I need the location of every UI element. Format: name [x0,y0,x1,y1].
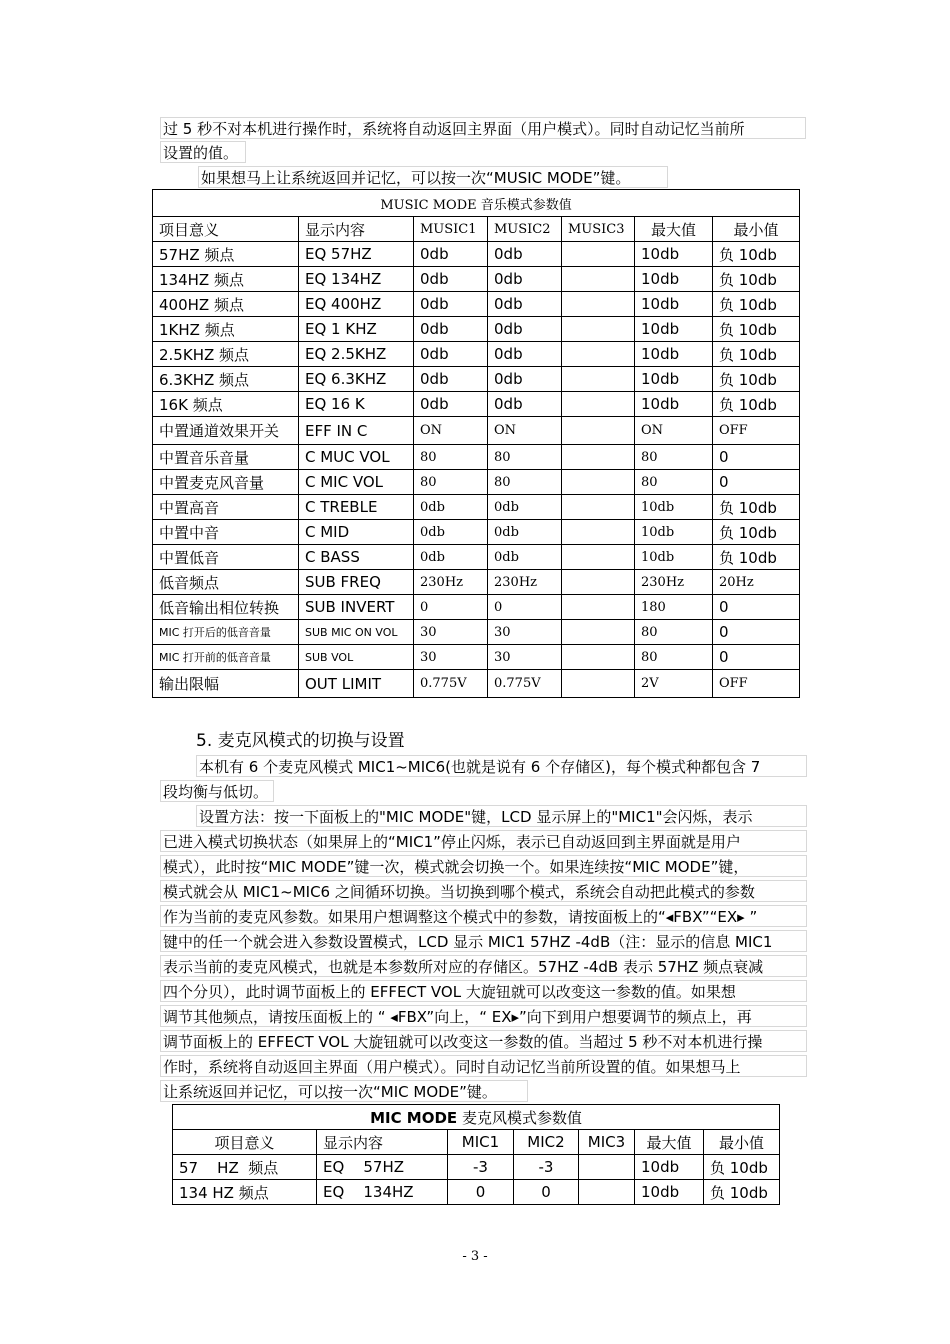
music-table-cell: OFF [713,417,800,445]
music-table-cell: EQ 400HZ [299,292,414,317]
music-table-cell: 0 [713,595,800,620]
music-table-cell: 230Hz [488,570,562,595]
music-table-cell: 10db [635,317,713,342]
mic-table-row [173,1155,780,1180]
body-line: 模式就会从 MIC1~MIC6 之间循环切换。当切换到哪个模式，系统会自动把此模式的参数 [160,880,807,902]
music-table-cell: 10db [635,545,713,570]
music-table-cell: 中置音乐音量 [153,445,299,470]
music-table-cell: 负 10db [713,392,800,417]
mic-table-header-cell: MIC2 [514,1130,579,1155]
text-line-2: 设置的值。 [160,141,246,163]
music-table-cell: 0db [414,367,488,392]
mic-table-header-cell: MIC3 [579,1130,635,1155]
music-table-cell: 负 10db [713,495,800,520]
music-table-cell [562,645,635,670]
mic-table-title-rest: 麦克风模式参数值 [457,1108,582,1127]
music-table-cell: SUB INVERT [299,595,414,620]
music-table-cell: 0.775V [414,670,488,698]
music-table-cell [562,620,635,645]
music-table-cell: 230Hz [635,570,713,595]
music-table-cell [562,317,635,342]
music-table-cell: EQ 6.3KHZ [299,367,414,392]
music-table-cell: 0db [414,242,488,267]
music-table-cell [562,292,635,317]
music-table-cell: EQ 57HZ [299,242,414,267]
music-table-cell: 30 [414,620,488,645]
music-table-cell: 6.3KHZ 频点 [153,367,299,392]
music-table-cell: 中置高音 [153,495,299,520]
body-line: 模式），此时按“MIC MODE”键一次，模式就会切换一个。如果连续按“MIC MODE”键， [160,855,807,877]
music-table-cell: 16K 频点 [153,392,299,417]
mic-table-cell: 10db [635,1180,704,1205]
music-table-cell: 0 [713,620,800,645]
music-table-cell: 中置低音 [153,545,299,570]
music-table-row [153,267,800,292]
music-table-header-cell: 最大值 [635,217,713,242]
music-table-cell: 中置通道效果开关 [153,417,299,445]
mic-table-cell [579,1155,635,1180]
body-line: 作为当前的麦克风参数。如果用户想调整这个模式中的参数，请按面板上的“◂FBX”“EX▸ ” [160,905,807,927]
body-line: 键中的任一个就会进入参数设置模式，LCD 显示 MIC1 57HZ -4dB（注：显示的信息 MIC1 [160,930,807,952]
music-table-cell: 2.5KHZ 频点 [153,342,299,367]
mic-table-cell: EQ 134HZ [317,1180,448,1205]
music-table-cell: 负 10db [713,520,800,545]
music-table-cell: 57HZ 频点 [153,242,299,267]
section-title: 5. 麦克风模式的切换与设置 [196,731,405,751]
music-table-cell: 低音频点 [153,570,299,595]
music-table-cell [562,495,635,520]
music-table-cell: SUB FREQ [299,570,414,595]
music-table-cell: C MUC VOL [299,445,414,470]
music-table-cell: 10db [635,367,713,392]
body-line: 调节其他频点，请按压面板上的 “ ◂FBX”向上，“ EX▸”向下到用户想要调节的频点上，再 [160,1005,807,1027]
music-table-row [153,545,800,570]
music-table-cell [562,520,635,545]
music-table-cell: 中置麦克风音量 [153,470,299,495]
music-table-cell: 0db [414,342,488,367]
music-table-cell: 20Hz [713,570,800,595]
music-table-cell: 80 [414,470,488,495]
music-table-cell: 低音输出相位转换 [153,595,299,620]
music-table-header-cell: MUSIC3 [562,217,635,242]
music-table-title: MUSIC MODE 音乐模式参数值 [153,190,800,217]
music-table-cell: 10db [635,392,713,417]
music-table-cell: EQ 16 K [299,392,414,417]
music-table-cell: 10db [635,242,713,267]
body-line: 调节面板上的 EFFECT VOL 大旋钮就可以改变这一参数的值。当超过 5 秒不对本机进行操 [160,1030,807,1052]
music-table-cell [562,595,635,620]
body-line: 作时，系统将自动返回主界面（用户模式）。同时自动记忆当前所设置的值。如果想马上 [160,1055,807,1077]
body-line: 设置方法：按一下面板上的"MIC MODE"键，LCD 显示屏上的"MIC1"会闪烁，表示 [196,805,807,827]
music-table-cell: 0db [488,292,562,317]
mic-table-header-cell: 最小值 [704,1130,780,1155]
mic-table-header-cell: 最大值 [635,1130,704,1155]
mic-table-title-row [173,1105,780,1130]
music-table-cell: MIC 打开前的低音音量 [153,645,299,670]
music-table-cell: 负 10db [713,267,800,292]
mic-table-cell: -3 [448,1155,514,1180]
music-table-cell: 80 [414,445,488,470]
music-table-cell: SUB VOL [299,645,414,670]
mic-table-header-row [173,1130,780,1155]
music-table-cell [562,670,635,698]
music-table-cell: 80 [635,645,713,670]
text-line-1: 过 5 秒不对本机进行操作时，系统将自动返回主界面（用户模式）。同时自动记忆当前所 [160,117,806,139]
music-table-cell: 0db [488,367,562,392]
music-table-cell: 0 [414,595,488,620]
mic-table-header-cell: MIC1 [448,1130,514,1155]
music-table-header-cell: MUSIC2 [488,217,562,242]
music-table-cell: EQ 2.5KHZ [299,342,414,367]
music-table-cell: 0db [414,292,488,317]
mic-table-cell: EQ 57HZ [317,1155,448,1180]
music-table-cell: 0db [488,520,562,545]
body-line: 让系统返回并记忆，可以按一次“MIC MODE”键。 [160,1080,528,1102]
music-table-cell: 1KHZ 频点 [153,317,299,342]
music-table-row [153,470,800,495]
music-table-cell: EQ 1 KHZ [299,317,414,342]
music-table-cell [562,470,635,495]
music-table-cell: 0db [488,242,562,267]
music-table-cell: 0db [488,317,562,342]
mic-mode-table [172,1104,780,1205]
mic-table-cell: 负 10db [704,1180,780,1205]
music-table-cell: 180 [635,595,713,620]
music-table-cell: 0db [414,520,488,545]
music-table-row [153,595,800,620]
music-table-cell: 30 [414,645,488,670]
body-line: 已进入模式切换状态（如果屏上的“MIC1”停止闪烁，表示已自动返回到主界面就是用户 [160,830,807,852]
music-table-cell: MIC 打开后的低音音量 [153,620,299,645]
music-table-row [153,242,800,267]
music-table-cell: 0db [488,495,562,520]
music-table-cell: 80 [635,470,713,495]
music-table-cell: 230Hz [414,570,488,595]
music-table-cell: SUB MIC ON VOL [299,620,414,645]
music-table-header-row [153,217,800,242]
music-table-cell: C BASS [299,545,414,570]
music-table-cell: OFF [713,670,800,698]
mic-table-header-cell: 项目意义 [173,1130,317,1155]
music-table-cell: 0db [414,495,488,520]
music-table-header-cell: 最小值 [713,217,800,242]
music-table-cell: C TREBLE [299,495,414,520]
music-table-cell: 80 [635,620,713,645]
mic-table-row [173,1180,780,1205]
music-table-row [153,645,800,670]
mic-table-cell: -3 [514,1155,579,1180]
music-table-cell [562,545,635,570]
music-table-cell: 0db [414,267,488,292]
music-table-row [153,342,800,367]
music-table-cell: 0.775V [488,670,562,698]
music-table-header-cell: 显示内容 [299,217,414,242]
music-table-cell: C MIC VOL [299,470,414,495]
music-table-cell: 30 [488,620,562,645]
music-table-header-cell: 项目意义 [153,217,299,242]
music-table-row [153,570,800,595]
page-number: - 3 - [462,1249,488,1264]
music-table-cell: 0 [713,645,800,670]
music-table-cell: 134HZ 频点 [153,267,299,292]
body-line: 四个分贝），此时调节面板上的 EFFECT VOL 大旋钮就可以改变这一参数的值。如果想 [160,980,807,1002]
mic-table-cell: 负 10db [704,1155,780,1180]
music-table-cell [562,367,635,392]
music-table-cell: 负 10db [713,545,800,570]
music-table-cell: ON [414,417,488,445]
music-table-cell: 10db [635,495,713,520]
music-table-cell: 负 10db [713,317,800,342]
mic-table-title-bold: MIC MODE [370,1108,458,1127]
music-table-cell [562,445,635,470]
mic-table-cell: 57 HZ 频点 [173,1155,317,1180]
music-table-cell: 0db [488,267,562,292]
music-table-cell [562,417,635,445]
body-line: 表示当前的麦克风模式，也就是本参数所对应的存储区。57HZ -4dB 表示 57HZ 频点衰减 [160,955,807,977]
music-table-cell: ON [488,417,562,445]
mic-table-cell [579,1180,635,1205]
mic-table-cell: 10db [635,1155,704,1180]
music-table-cell: 0db [488,545,562,570]
music-table-cell: 负 10db [713,292,800,317]
music-table-header-cell: MUSIC1 [414,217,488,242]
music-table-cell: 负 10db [713,342,800,367]
music-table-cell: 10db [635,342,713,367]
music-table-row [153,670,800,698]
music-table-cell: 负 10db [713,367,800,392]
music-table-cell: EFF IN C [299,417,414,445]
music-table-row [153,367,800,392]
music-table-cell: 10db [635,267,713,292]
music-table-cell: EQ 134HZ [299,267,414,292]
body-line: 段均衡与低切。 [160,780,274,802]
music-table-cell: 0db [414,317,488,342]
music-table-cell: 0db [488,392,562,417]
music-table-cell: 0 [713,445,800,470]
music-table-cell: 2V [635,670,713,698]
music-table-cell [562,342,635,367]
music-table-cell: OUT LIMIT [299,670,414,698]
music-table-cell: 0 [488,595,562,620]
music-table-row [153,317,800,342]
music-table-cell: 输出限幅 [153,670,299,698]
music-table-cell: 80 [488,445,562,470]
mic-table-header-cell: 显示内容 [317,1130,448,1155]
music-table-cell: 0db [414,545,488,570]
music-table-cell: 400HZ 频点 [153,292,299,317]
music-table-row [153,292,800,317]
music-table-row [153,392,800,417]
music-table-row [153,445,800,470]
music-table-row [153,417,800,445]
music-table-cell: 80 [488,470,562,495]
music-table-cell: 0db [488,342,562,367]
music-table-cell [562,242,635,267]
music-table-row [153,520,800,545]
mic-table-cell: 134 HZ 频点 [173,1180,317,1205]
music-table-cell: 中置中音 [153,520,299,545]
mic-table-cell: 0 [448,1180,514,1205]
body-line: 本机有 6 个麦克风模式 MIC1~MIC6(也就是说有 6 个存储区)，每个模式种都包含 7 [196,755,807,777]
music-table-cell: 80 [635,445,713,470]
mic-table-title [173,1105,780,1130]
music-table-cell: 0 [713,470,800,495]
music-table-row [153,620,800,645]
text-line-3: 如果想马上让系统返回并记忆，可以按一次“MUSIC MODE”键。 [198,166,668,188]
music-table-row [153,495,800,520]
music-table-title-row [153,190,800,217]
music-table-cell: 0db [414,392,488,417]
music-table-cell: C MID [299,520,414,545]
music-table-cell [562,570,635,595]
mic-table-cell: 0 [514,1180,579,1205]
music-table-cell: 30 [488,645,562,670]
music-table-cell: 负 10db [713,242,800,267]
music-table-cell [562,267,635,292]
music-table-cell: 10db [635,292,713,317]
music-mode-table [152,189,800,698]
music-table-cell: ON [635,417,713,445]
music-table-cell [562,392,635,417]
music-table-cell: 10db [635,520,713,545]
